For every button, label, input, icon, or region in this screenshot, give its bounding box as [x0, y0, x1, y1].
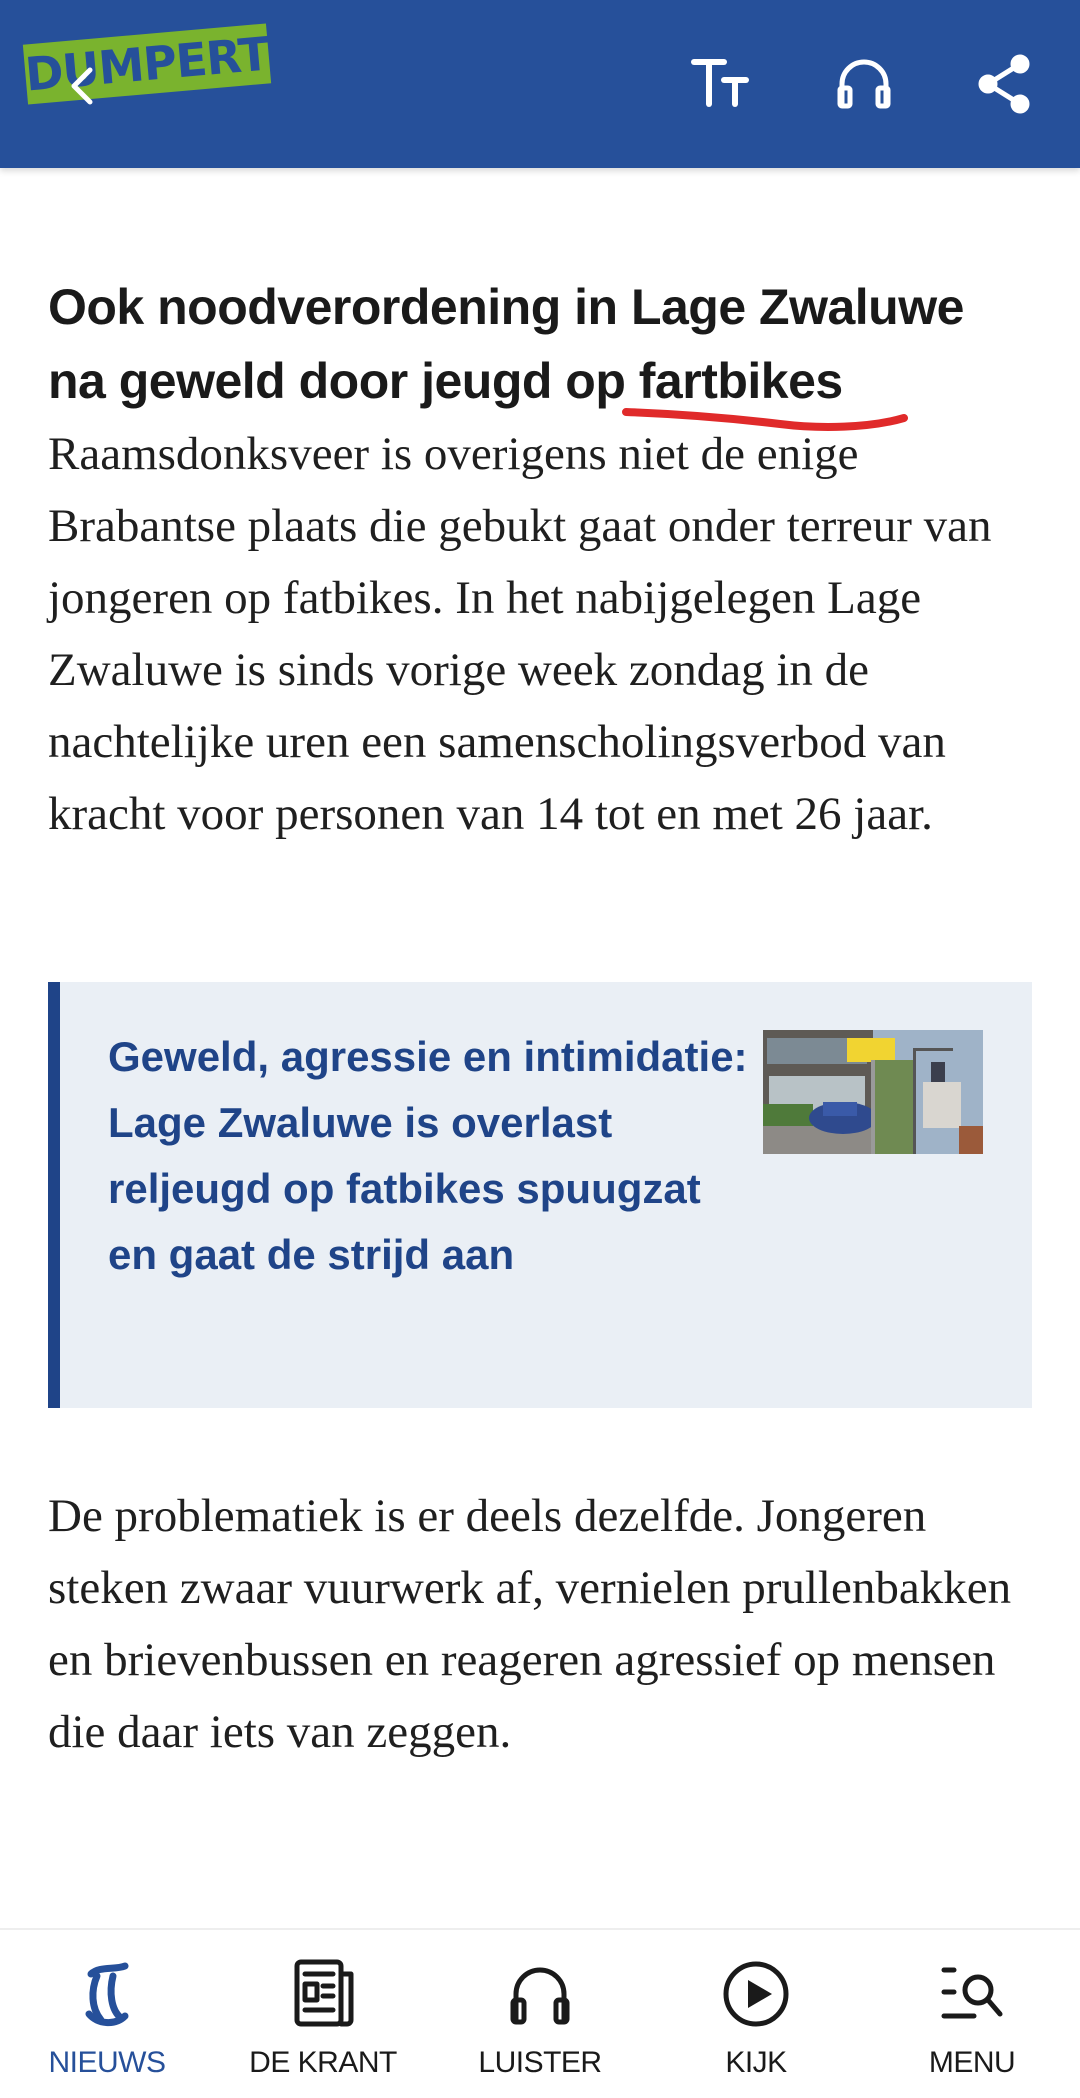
- article-content: [48, 270, 1032, 850]
- newspaper-icon: [285, 1956, 361, 2032]
- article-paragraph: De problematiek is er deels dezelfde. Jongeren steken zwaar vuurwerk af, vernielen prullenbakken en brievenbussen en reageren agressief op mensen die daar iets van zeggen.: [48, 1490, 1012, 1758]
- headphones-icon[interactable]: [832, 52, 896, 116]
- text-size-icon[interactable]: [688, 52, 752, 116]
- nav-item-kijk[interactable]: [666, 1956, 846, 2086]
- red-underline-annotation: [620, 404, 910, 434]
- nav-label: MENU: [928, 2046, 1016, 2079]
- telegraaf-logo-icon: [69, 1956, 145, 2032]
- dumpert-logo: [23, 23, 271, 104]
- back-icon[interactable]: [68, 66, 96, 106]
- nav-item-luister[interactable]: [450, 1956, 630, 2086]
- menu-search-icon: [934, 1956, 1010, 2032]
- article-body-2: [48, 1480, 1032, 1768]
- street-photo-image: [763, 1030, 983, 1154]
- nav-label: DE KRANT: [249, 2046, 397, 2079]
- related-article-title[interactable]: Geweld, agressie en intimidatie: Lage Zwaluwe is overlast reljeugd op fatbikes spuugzat en gaat de strijd aan: [108, 1033, 748, 1278]
- top-app-bar: [0, 0, 1080, 168]
- related-article-thumbnail[interactable]: [763, 1030, 983, 1154]
- nav-label: KIJK: [725, 2046, 787, 2079]
- bottom-navigation: [0, 1928, 1080, 2098]
- related-article-card[interactable]: [48, 982, 1032, 1408]
- article-paragraph: Raamsdonksveer is overigens niet de enige Brabantse plaats die gebukt gaat onder terreur van jongeren op fatbikes. In het nabijgelegen Lage Zwaluwe is sinds vorige week zondag in de nachtelijke uren een samenscholingsverbod van kracht voor personen van 14 tot en met 26 jaar.: [48, 428, 992, 840]
- headphones-icon: [502, 1956, 578, 2032]
- share-icon[interactable]: [972, 52, 1036, 116]
- logo-text: DUMPERT: [23, 26, 271, 102]
- headline-text: Ook noodverordening in Lage Zwaluwe na geweld door jeugd op fartbikes: [48, 279, 964, 409]
- nav-item-menu[interactable]: [882, 1956, 1062, 2086]
- play-circle-icon: [718, 1956, 794, 2032]
- article-subheadline: [48, 270, 1032, 418]
- nav-label: NIEUWS: [48, 2046, 166, 2079]
- nav-item-de-krant[interactable]: [233, 1956, 413, 2086]
- nav-label: LUISTER: [478, 2046, 602, 2079]
- nav-item-nieuws[interactable]: [17, 1956, 197, 2086]
